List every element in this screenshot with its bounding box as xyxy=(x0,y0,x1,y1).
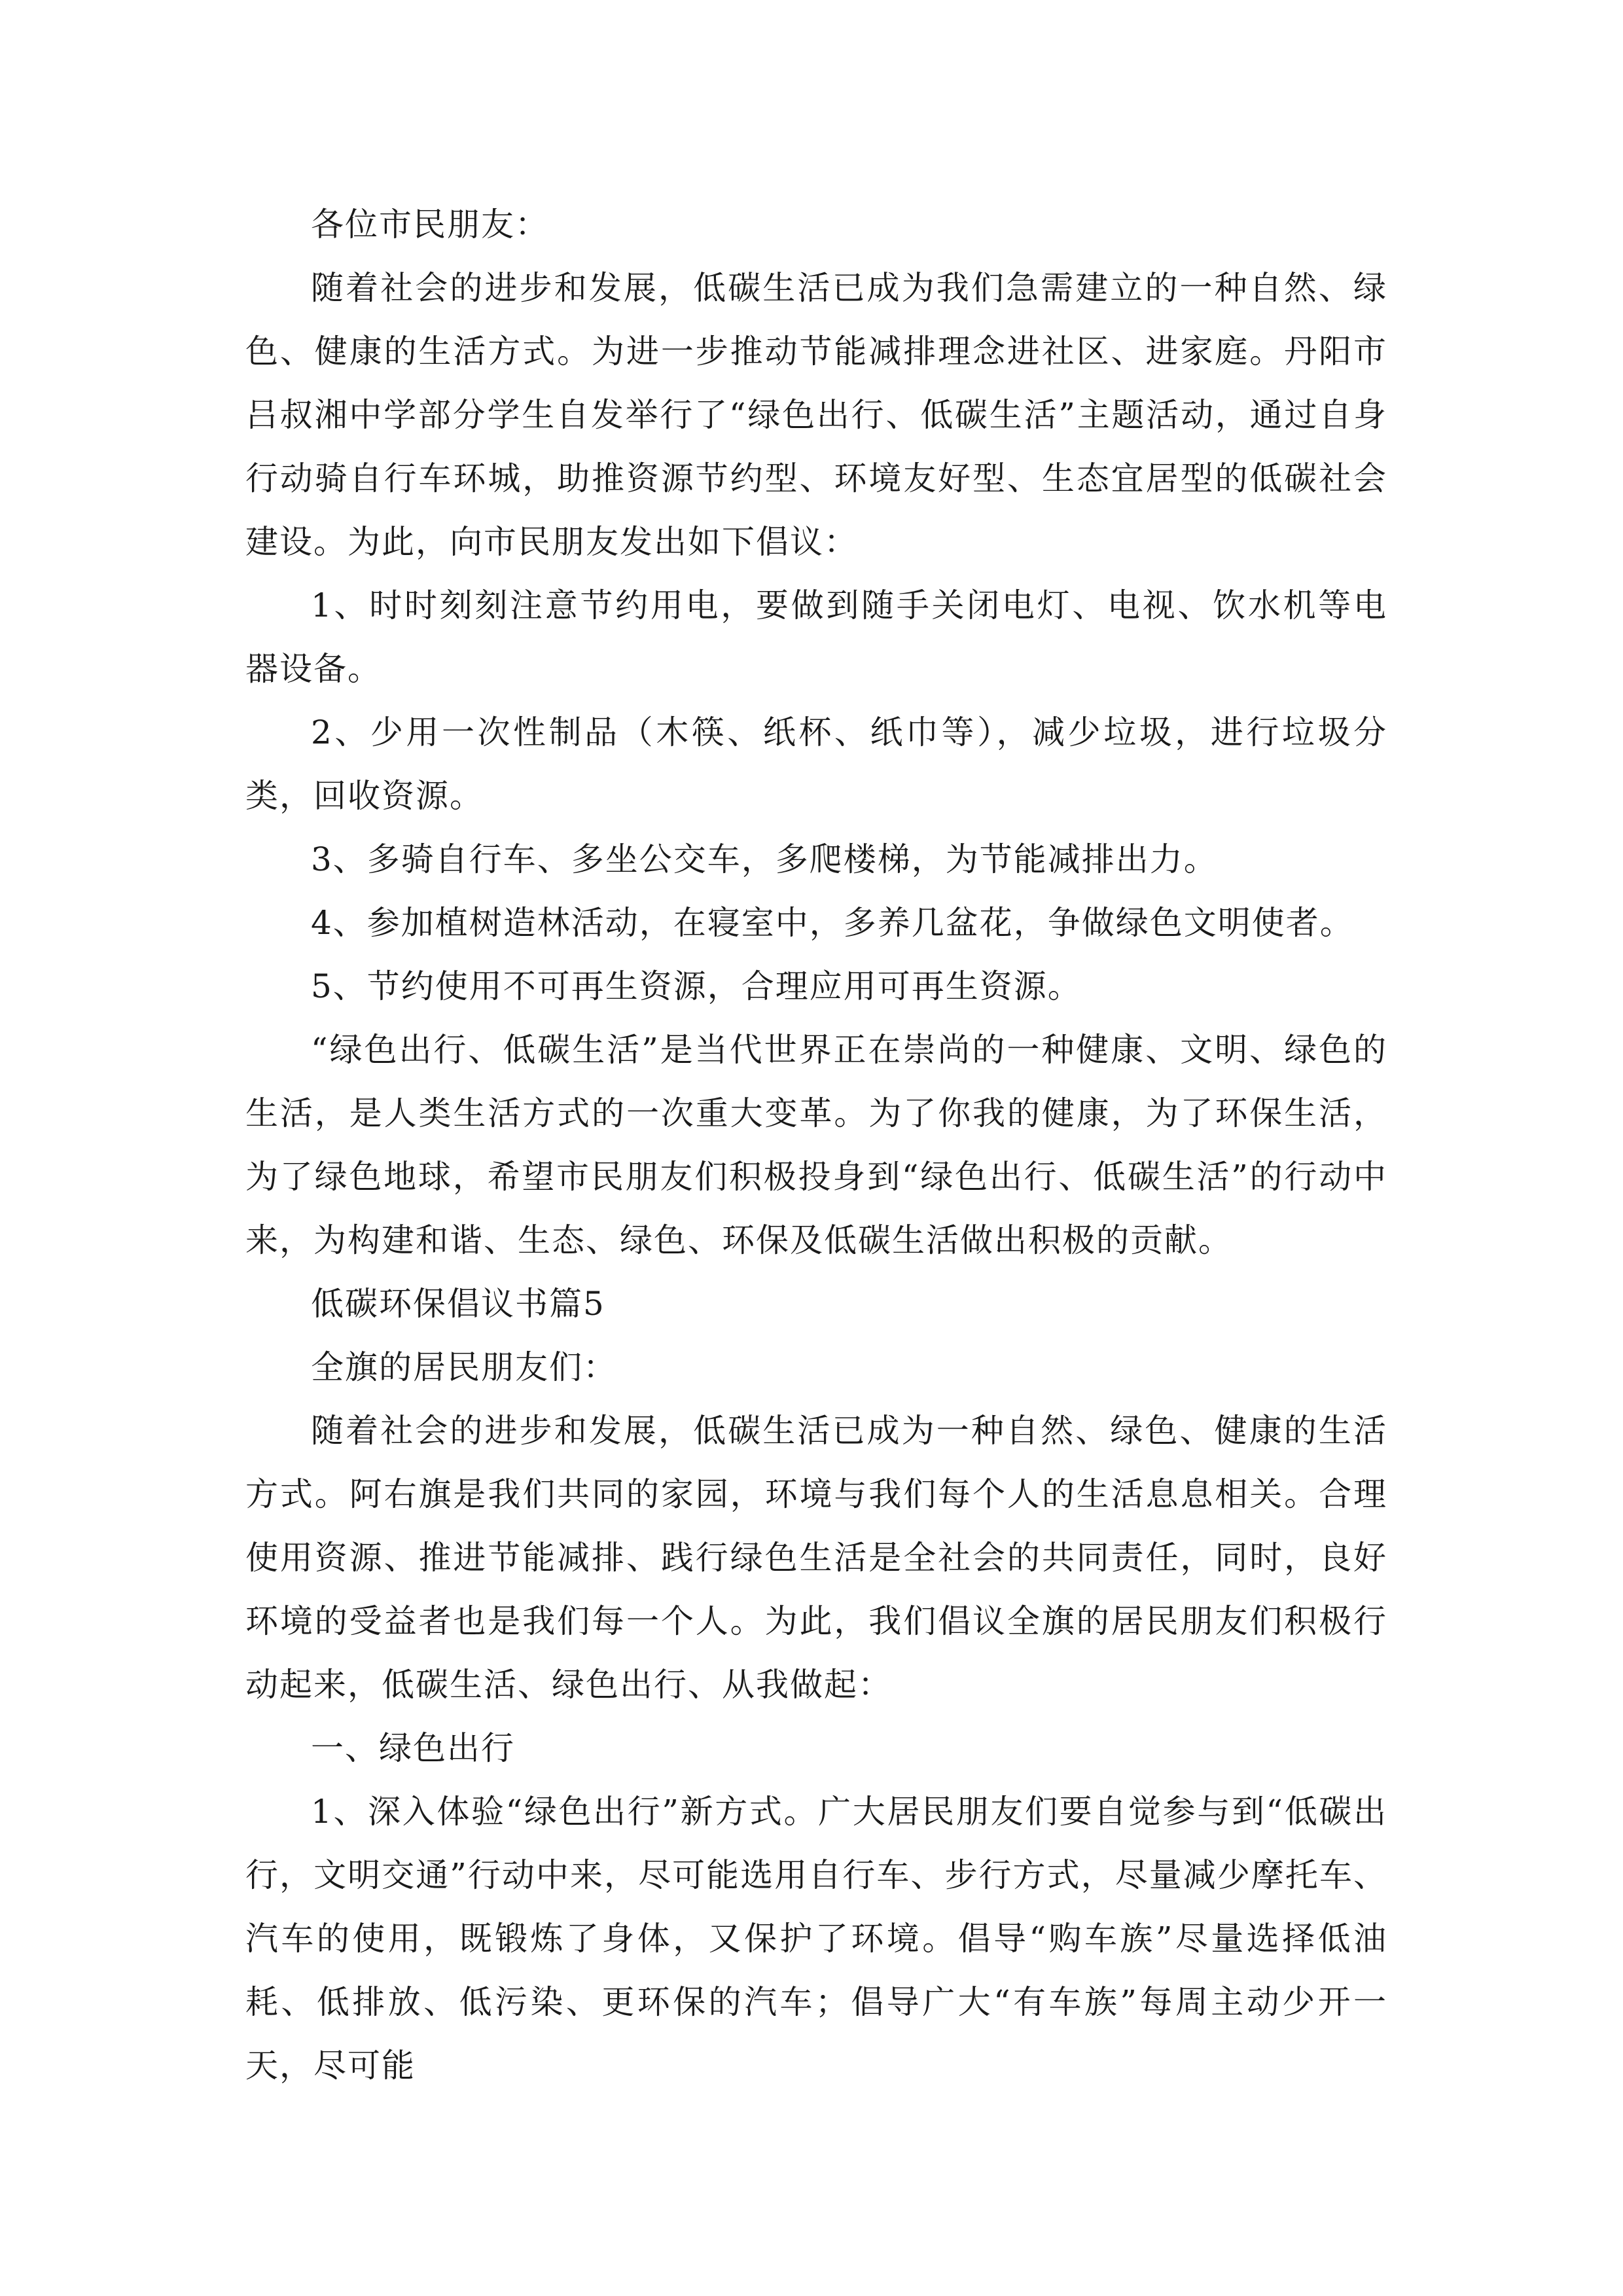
proposal-item-3: 3、多骑自行车、多坐公交车，多爬楼梯，为节能减排出力。 xyxy=(311,840,1218,878)
salutation-citizens: 各位市民朋友： xyxy=(311,206,549,243)
document-body xyxy=(245,193,1387,2098)
proposal-item-5: 5、节约使用不可再生资源，合理应用可再生资源。 xyxy=(311,967,1082,1005)
salutation-residents: 全旗的居民朋友们： xyxy=(311,1348,617,1386)
closing-paragraph: “绿色出行、低碳生活”是当代世界正在崇尚的一种健康、文明、绿色的生活，是人类生活方式的一次重大变革。为了你我的健康，为了环保生活，为了绿色地球，希望市民朋友们积极投身到“绿色出行、低碳生活”的行动中来，为构建和谐、生态、绿色、环保及低碳生活做出积极的贡献。 xyxy=(245,1031,1387,1259)
section-intro-paragraph: 随着社会的进步和发展，低碳生活已成为一种自然、绿色、健康的生活方式。阿右旗是我们共同的家园，环境与我们每个人的生活息息相关。合理使用资源、推进节能减排、践行绿色生活是全社会的共同责任，同时，良好环境的受益者也是我们每一个人。为此，我们倡议全旗的居民朋友们积极行动起来，低碳生活、绿色出行、从我做起： xyxy=(245,1412,1387,1704)
intro-paragraph: 随着社会的进步和发展，低碳生活已成为我们急需建立的一种自然、绿色、健康的生活方式。为进一步推动节能减排理念进社区、进家庭。丹阳市吕叔湘中学部分学生自发举行了“绿色出行、低碳生活”主题活动，通过自身行动骑自行车环城，助推资源节约型、环境友好型、生态宜居型的低碳社会建设。为此，向市民朋友发出如下倡议： xyxy=(245,269,1387,561)
proposal-item-4: 4、参加植树造林活动，在寝室中，多养几盆花，争做绿色文明使者。 xyxy=(311,904,1354,942)
section-heading: 低碳环保倡议书篇5 xyxy=(311,1285,605,1323)
proposal-item-1: 1、时时刻刻注意节约用电，要做到随手关闭电灯、电视、饮水机等电器设备。 xyxy=(245,586,1387,688)
subheading-green-travel: 一、绿色出行 xyxy=(311,1729,515,1767)
green-travel-item-1: 1、深入体验“绿色出行”新方式。广大居民朋友们要自觉参与到“低碳出行，文明交通”行动中来，尽可能选用自行车、步行方式，尽量减少摩托车、汽车的使用，既锻炼了身体，又保护了环境。倡导“购车族”尽量选择低油耗、低排放、低污染、更环保的汽车；倡导广大“有车族”每周主动少开一天，尽可能 xyxy=(245,1793,1387,2085)
proposal-item-2: 2、少用一次性制品（木筷、纸杯、纸巾等），减少垃圾，进行垃圾分类，回收资源。 xyxy=(245,713,1387,815)
